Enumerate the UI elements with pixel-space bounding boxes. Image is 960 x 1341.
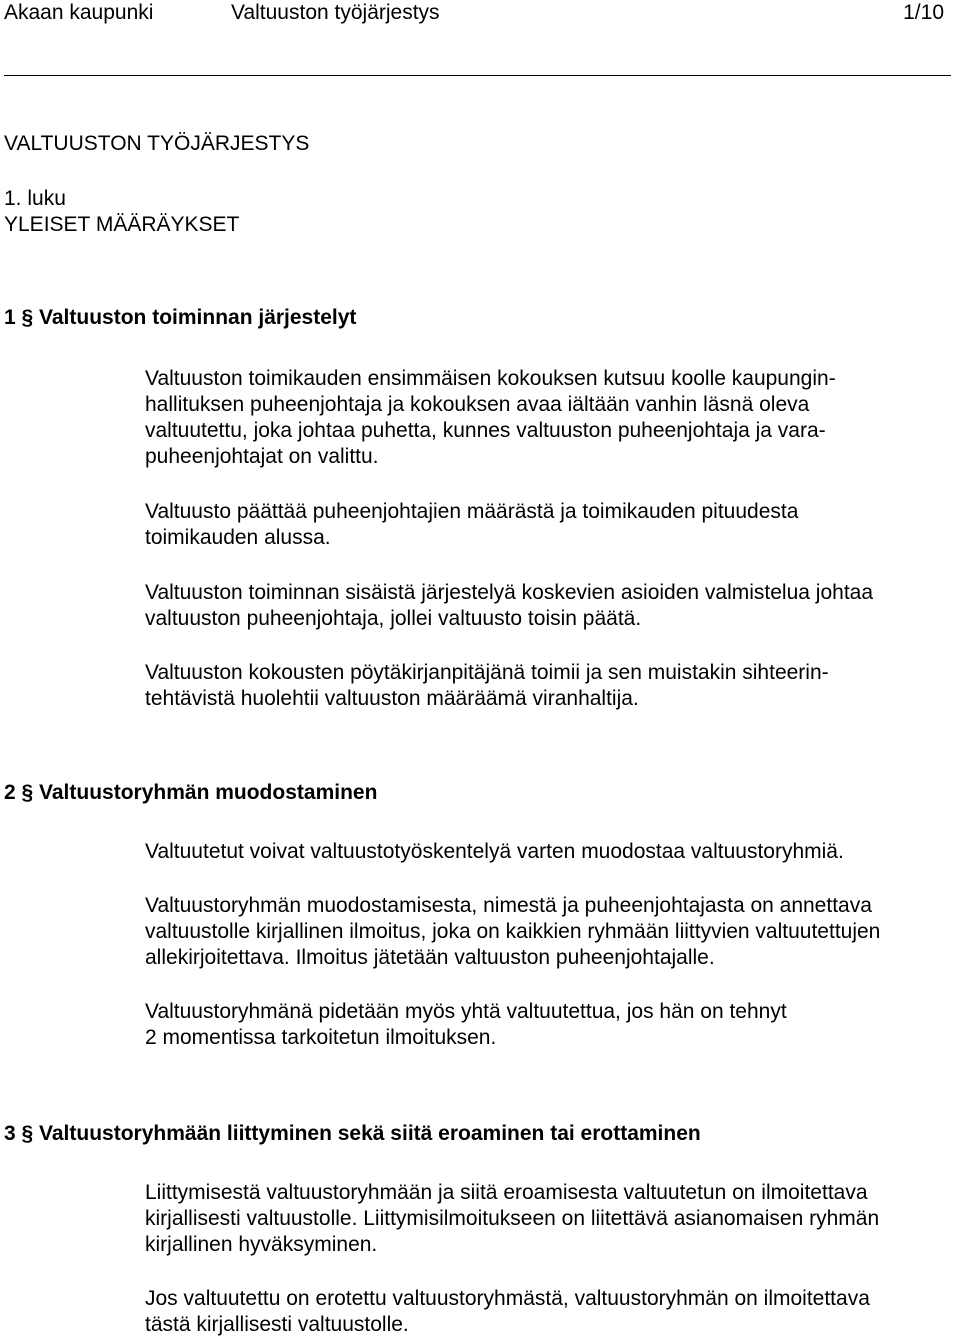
text-line: Valtuustoryhmänä pidetään myös yhtä valtuutettua, jos hän on tehnyt [145,1000,787,1023]
section-1-paragraph-1 [145,366,960,470]
text-line: Valtuuston kokousten pöytäkirjanpitäjänä toimii ja sen muistakin sihteerin- [145,661,829,684]
text-line: Liittymisestä valtuustoryhmään ja siitä eroamisesta valtuutetun on ilmoitettava [145,1181,868,1204]
text-line: valtuustolle kirjallinen ilmoitus, joka on kaikkien ryhmään liittyvien valtuutettujen [145,920,881,943]
header-organization: Akaan kaupunki [4,1,154,24]
text-line: Valtuusto päättää puheenjohtajien määrästä ja toimikauden pituudesta [145,500,799,523]
text-line: Valtuuston toimikauden ensimmäisen kokouksen kutsuu koolle kaupungin- [145,367,836,390]
text-line: Valtuuston toiminnan sisäistä järjestelyä koskevien asioiden valmistelua johtaa [145,581,874,604]
header-document-title: Valtuuston työjärjestys [231,1,440,24]
section-2-paragraph-1 [145,839,960,865]
section-1-paragraph-2 [145,499,960,551]
section-heading-3: 3 § Valtuustoryhmään liittyminen sekä siitä eroaminen tai erottaminen [4,1122,701,1145]
section-heading-2: 2 § Valtuustoryhmän muodostaminen [4,781,378,804]
section-1-paragraph-3 [145,580,960,632]
header-page-number: 1/10 [903,1,944,24]
text-line: hallituksen puheenjohtaja ja kokouksen avaa iältään vanhin läsnä oleva [145,393,810,416]
section-2-paragraph-3 [145,999,960,1051]
text-line: valtuuston puheenjohtaja, jollei valtuusto toisin päätä. [145,607,642,630]
text-line: Valtuutetut voivat valtuustotyöskentelyä varten muodostaa valtuustoryhmiä. [145,840,844,863]
text-line: toimikauden alussa. [145,526,331,549]
page-header [4,0,952,28]
text-line: 2 momentissa tarkoitetun ilmoituksen. [145,1026,497,1049]
section-3-paragraph-1 [145,1180,960,1258]
section-1-paragraph-4 [145,660,960,712]
chapter-title: YLEISET MÄÄRÄYKSET [4,213,240,236]
main-title: VALTUUSTON TYÖJÄRJESTYS [4,132,310,155]
text-line: allekirjoitettava. Ilmoitus jätetään valtuuston puheenjohtajalle. [145,946,715,969]
section-heading-1: 1 § Valtuuston toiminnan järjestelyt [4,306,357,329]
text-line: tehtävistä huolehtii valtuuston määräämä viranhaltija. [145,687,639,710]
text-line: puheenjohtajat on valittu. [145,445,379,468]
text-line: kirjallinen hyväksyminen. [145,1233,378,1256]
chapter-number: 1. luku [4,187,66,210]
text-line: Jos valtuutettu on erotettu valtuustoryhmästä, valtuustoryhmän on ilmoitettava [145,1287,870,1310]
text-line: Valtuustoryhmän muodostamisesta, nimestä ja puheenjohtajasta on annettava [145,894,872,917]
section-2-paragraph-2 [145,893,960,971]
text-line: kirjallisesti valtuustolle. Liittymisilmoitukseen on liitettävä asianomaisen ryhmän [145,1207,880,1230]
text-line: valtuutettu, joka johtaa puhetta, kunnes valtuuston puheenjohtaja ja vara- [145,419,826,442]
section-3-paragraph-2 [145,1286,960,1338]
header-divider [4,75,951,76]
text-line: tästä kirjallisesti valtuustolle. [145,1313,409,1336]
